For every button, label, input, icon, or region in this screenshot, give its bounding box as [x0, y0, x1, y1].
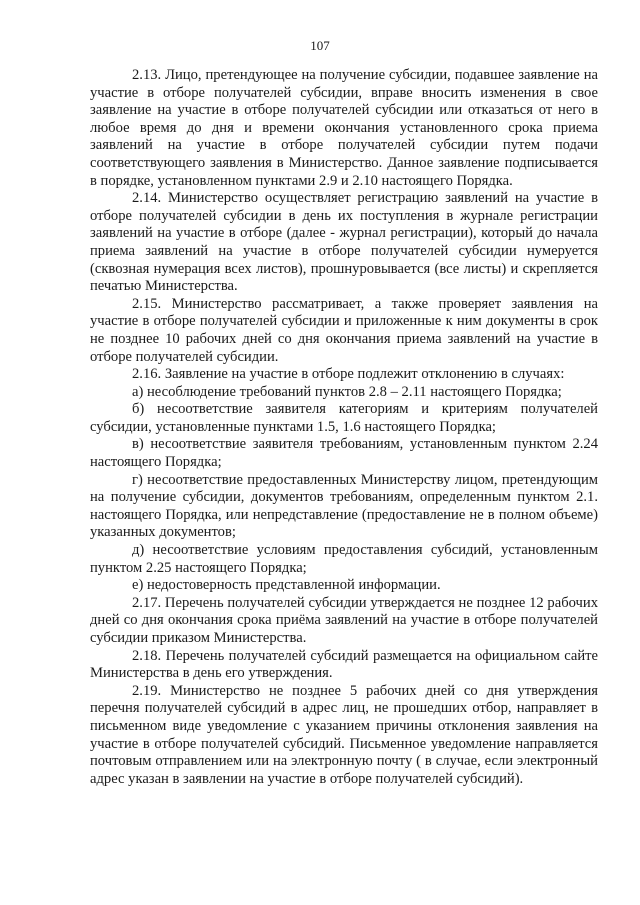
paragraph-2-17: 2.17. Перечень получателей субсидии утверждается не позднее 12 рабочих дней со дня окончания срока приёма заявлений на участие в отборе получателей субсидии приказом Министерства.	[90, 594, 598, 646]
paragraph-2-14: 2.14. Министерство осуществляет регистрацию заявлений на участие в отборе получателей субсидии в день их поступления в журнале регистрации заявлений на участие в отборе (далее - журнал регистрации), который до начала приема заявлений на участие в отборе получателей субсидии нумеруется (сквозная нумерация всех листов), прошнуровывается (все листы) и скрепляется печатью Министерства.	[90, 190, 598, 295]
list-item-b: б) несоответствие заявителя категориям и критериям получателей субсидии, установленные пунктами 1.5, 1.6 настоящего Порядка;	[90, 401, 598, 435]
paragraph-2-19: 2.19. Министерство не позднее 5 рабочих дней со дня утверждения перечня получателей субсидий в адрес лиц, не прошедших отбор, направляет в письменном виде уведомление с указанием причины отклонения заявления на участие в отборе получателей субсидий. Письменное уведомление направляется почтовым отправлением или на электронную почту ( в случае, если электронный адрес указан в заявлении на участие в отборе получателей субсидий).	[90, 682, 598, 787]
page-number: 107	[310, 38, 330, 53]
paragraph-2-18: 2.18. Перечень получателей субсидий размещается на официальном сайте Министерства в день его утверждения.	[90, 647, 598, 682]
list-item-d: д) несоответствие условиям предоставления субсидий, установленным пунктом 2.25 настоящего Порядка;	[90, 542, 598, 576]
list-item-g: г) несоответствие предоставленных Министерству лицом, претендующим на получение субсидии, документов требованиям, определенным пунктом 2.1. настоящего Порядка, или непредставление (предоставление не в полном объеме) указанных документов;	[90, 471, 598, 541]
list-item-e: е) недостоверность представленной информации.	[132, 577, 441, 594]
document-body	[90, 67, 598, 788]
list-item-a: а) несоблюдение требований пунктов 2.8 – 2.11 настоящего Порядка;	[132, 383, 562, 400]
paragraph-2-13: 2.13. Лицо, претендующее на получение субсидии, подавшее заявление на участие в отборе получателей субсидии, вправе вносить изменения в свое заявление на участие в отборе получателей субсидии или отказаться от него в любое время до дня и времени окончания установленного срока приема заявлений на участие в отборе получателей субсидии путем подачи соответствующего заявления в Министерство. Данное заявление подписывается в порядке, установленном пунктами 2.9 и 2.10 настоящего Порядка.	[90, 67, 598, 189]
list-item-v: в) несоответствие заявителя требованиям, установленным пунктом 2.24 настоящего Порядка;	[90, 436, 598, 471]
paragraph-2-15: 2.15. Министерство рассматривает, а также проверяет заявления на участие в отборе получателей субсидии и приложенные к ним документы в срок не позднее 10 рабочих дней со дня окончания приема заявлений на участие в отборе получателей субсидии.	[90, 295, 598, 365]
paragraph-2-16: 2.16. Заявление на участие в отборе подлежит отклонению в случаях:	[132, 366, 565, 383]
